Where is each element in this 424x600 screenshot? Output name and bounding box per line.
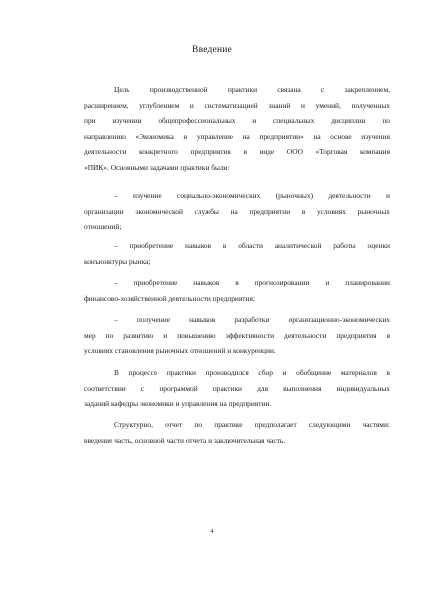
list-item-1 (84, 188, 390, 235)
text-line: заданий кафедры экономики и управления на предприятии. (84, 399, 272, 409)
list-item-4 (84, 312, 390, 359)
text-line: мер по развитию и повышению эффективности деятельности предприятия в (84, 330, 390, 340)
section-title: Введение (192, 45, 232, 55)
text-line: – получение навыков разработки организационно-экономических (114, 315, 390, 324)
text-line: – приобретение навыков в прогнозировании и планировании (114, 278, 390, 287)
text-line: соответствии с программой практики для выполнения индивидуальных (84, 383, 390, 393)
text-line: деятельности конкретного предприятия в виде ООО «Торговая компания (84, 147, 390, 157)
list-item-3 (84, 275, 390, 306)
paragraph-process (84, 365, 390, 412)
text-line: введение часть, основной части отчета и заключительная часть. (84, 435, 286, 445)
text-line: финансово-хозяйственной деятельности предприятия; (84, 293, 255, 303)
text-line: условиях становления рыночных отношений и конкуренции. (84, 346, 276, 356)
text-line: конъюнктуры рынка; (84, 256, 151, 266)
text-line: – изучение социально-экономических (рыночных) деятельности и (114, 191, 390, 200)
text-line: Структурно, отчет по практике предполагает следующими частями: (114, 420, 390, 429)
text-line: отношений; (84, 222, 122, 232)
text-line: В процессе практики производился сбор и обобщение материалов в (114, 368, 390, 377)
text-line: расширением, углублением и систематизацией знаний и умений, полученных (84, 100, 390, 110)
paragraph-goal (84, 82, 390, 176)
text-line: при изучении общепрофессиональных и специальных дисциплин по (84, 116, 390, 126)
text-line: направлению «Экономика и управление на предприятии» на основе изучения (84, 131, 390, 141)
text-line: «ПИК». Основными задачами практики были: (84, 162, 230, 172)
text-line: – приобретение навыков в области аналитической работы оценки (114, 241, 390, 250)
text-line: организации экономической службы на предприятии в условиях рыночных (84, 206, 390, 216)
page-number: 4 (210, 528, 214, 535)
text-line: Цель производственной практики связана с закреплением, (114, 85, 390, 94)
list-item-2 (84, 238, 390, 269)
paragraph-structure (84, 417, 390, 448)
